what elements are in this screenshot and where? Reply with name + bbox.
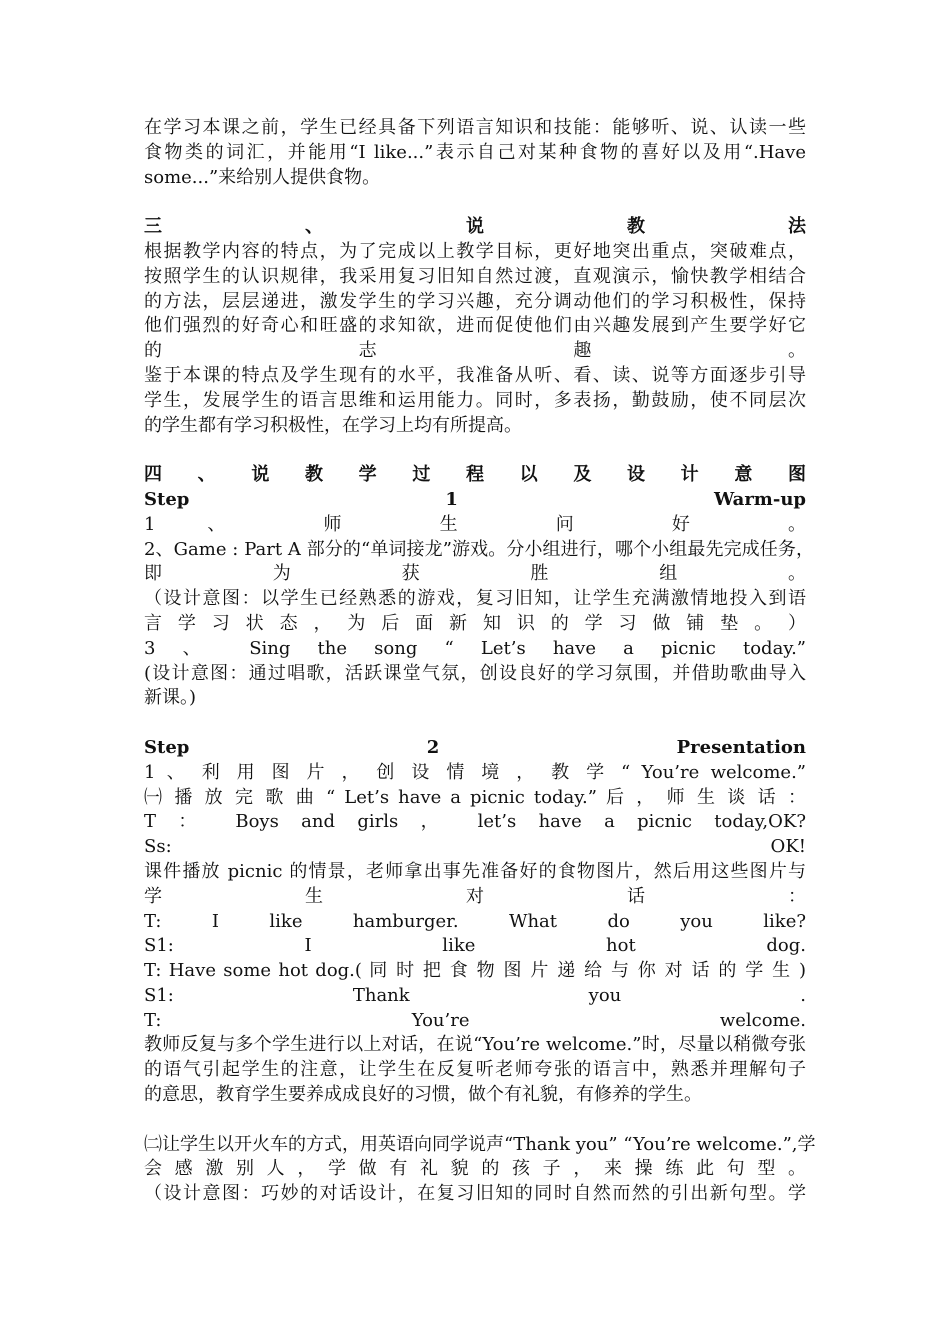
text-line: 会 感 激 别 人 ， 学 做 有 礼 貌 的 孩 子 ， 来 操 练 此 句 型 。 [144, 1158, 806, 1180]
blank-line [144, 1108, 806, 1133]
text-line: 的语气引起学生的注意，让学生在反复听老师夸张的语言中，熟悉并理解句子 [144, 1059, 806, 1081]
text-line: S1: Thank you . [144, 984, 806, 1006]
text-line: ㈠ 播 放 完 歌 曲 “ Let’s have a picnic today.” 后 ， 师 生 谈 话 ： [144, 786, 806, 808]
text-line: 他们强烈的好奇心和旺盛的求知欲，进而促使他们由兴趣发展到产生要学好它 [144, 315, 806, 337]
text-line: 食物类的词汇，并能用“I like...”表示自己对某种食物的喜好以及用“.Have [144, 141, 806, 163]
text-line: 的意思，教育学生要养成成良好的习惯，做个有礼貌，有修养的学生。 [144, 1084, 702, 1106]
text-line: ㈡让学生以开火车的方式，用英语向同学说声“Thank you” “You’re welcome.”,学 [144, 1133, 816, 1155]
text-line: 在学习本课之前，学生已经具备下列语言知识和技能：能够听、说、认读一些 [144, 117, 806, 138]
text-line: 2、Game : Part A 部分的“单词接龙”游戏。分小组进行，哪个小组最先完成任务， [144, 538, 814, 560]
text-line: 即 为 获 胜 组 。 [144, 563, 806, 585]
text-line: 新课。) [144, 687, 197, 709]
section-heading: Step 1 Warm-up [144, 488, 806, 510]
text-line: T: I like hamburger. What do you like? [144, 910, 806, 932]
text-line: 1 、 利 用 图 片 ， 创 设 情 境 ， 教 学 “ You’re welcome.” [144, 761, 806, 783]
text-line: 学 生 对 话 ： [144, 885, 806, 907]
text-line: 教师反复与多个学生进行以上对话，在说“You’re welcome.”时，尽量以稍微夸张 [144, 1034, 806, 1056]
text-line: 3 、 Sing the song “ Let’s have a picnic today.” [144, 637, 806, 659]
section-heading: 四 、 说 教 学 过 程 以 及 设 计 意 图 [144, 464, 806, 486]
text-line: Ss: OK! [144, 836, 806, 858]
text-line: 1 、 师 生 问 好 。 [144, 513, 806, 535]
text-line: （设计意图：巧妙的对话设计，在复习旧知的同时自然而然的引出新句型。学 [144, 1183, 806, 1205]
text-line: 的方法，层层递进，激发学生的学习兴趣，充分调动他们的学习积极性，保持 [144, 290, 806, 312]
text-line: 鉴于本课的特点及学生现有的水平，我准备从听、看、读、说等方面逐步引导 [144, 364, 806, 386]
text-line: 按照学生的认识规律，我采用复习旧知自然过渡，直观演示，愉快教学相结合 [144, 265, 806, 287]
text-line: （设计意图：以学生已经熟悉的游戏，复习旧知，让学生充满激情地投入到语 [144, 588, 806, 610]
text-line: some...”来给别人提供食物。 [144, 166, 381, 188]
text-line: 的 志 趣 。 [144, 340, 806, 362]
text-line: S1: I like hot dog. [144, 935, 806, 957]
text-line: T: Have some hot dog.( 同 时 把 食 物 图 片 递 给 与 你 对 话 的 学 生 ) [144, 960, 806, 982]
section-heading: 三 、 说 教 法 [144, 216, 806, 238]
text-line: (设计意图：通过唱歌，活跃课堂气氛，创设良好的学习氛围，并借助歌曲导入 [144, 662, 806, 684]
document-body [144, 116, 816, 1207]
blank-line [144, 438, 806, 463]
blank-line [144, 711, 806, 736]
text-line: 的学生都有学习积极性，在学习上均有所提高。 [144, 414, 522, 436]
blank-line [144, 190, 806, 215]
section-heading: Step 2 Presentation [144, 736, 806, 758]
text-line: T ： Boys and girls ， let’s have a picnic today,OK? [144, 811, 806, 833]
text-line: T: You’re welcome. [144, 1009, 806, 1031]
text-line: 根据教学内容的特点，为了完成以上教学目标，更好地突出重点，突破难点， [144, 240, 806, 262]
text-line: 言 学 习 状 态 ， 为 后 面 新 知 识 的 学 习 做 铺 垫 。 ） [144, 612, 806, 634]
text-line: 学生，发展学生的语言思维和运用能力。同时，多表扬，勤鼓励，使不同层次 [144, 389, 806, 411]
text-line: 课件播放 picnic 的情景，老师拿出事先准备好的食物图片，然后用这些图片与 [144, 860, 806, 882]
